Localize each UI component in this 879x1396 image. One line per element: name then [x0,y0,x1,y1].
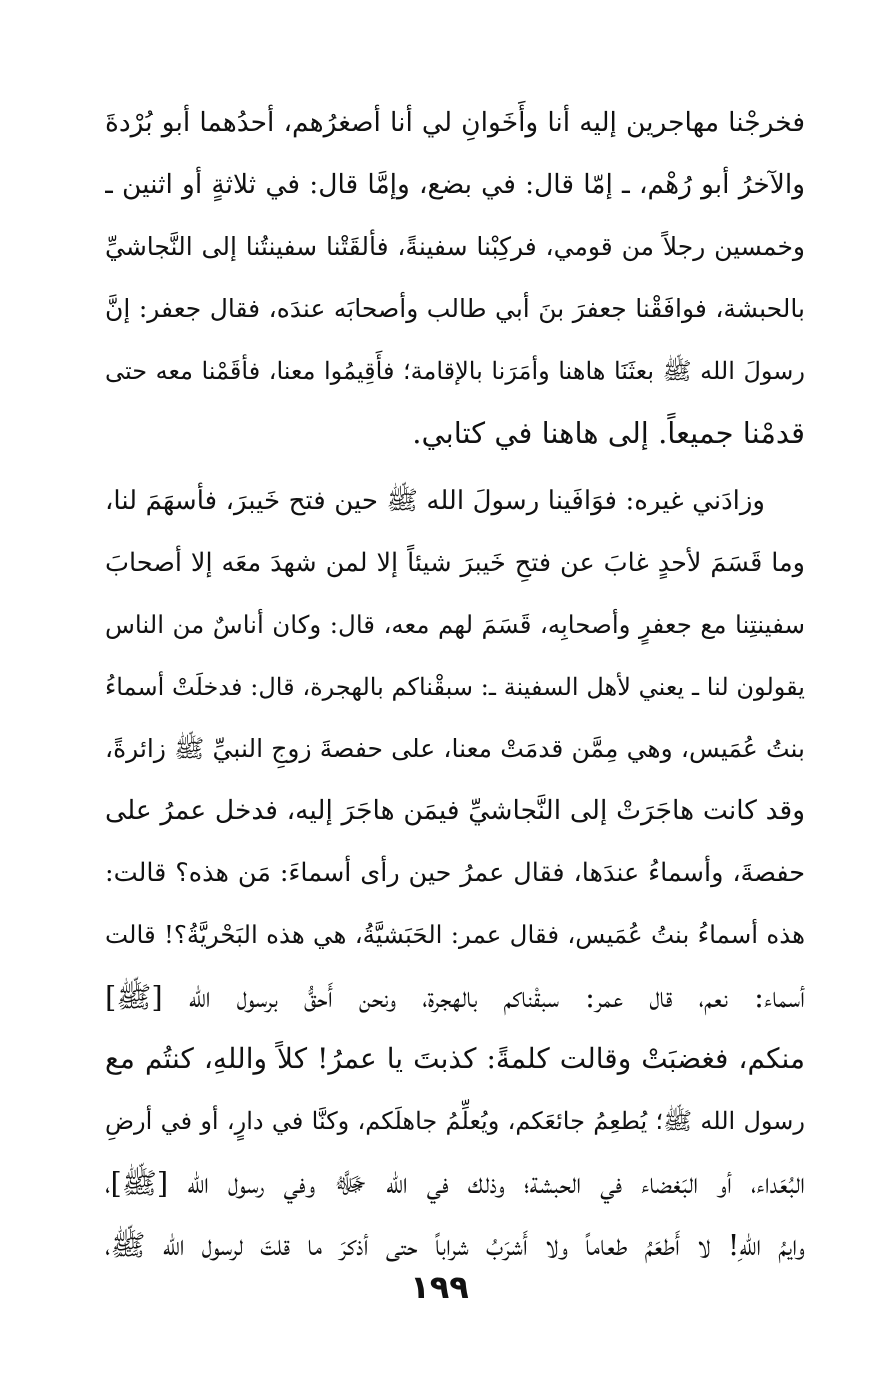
text-line: أسماء: نعم، قال عمر: سبقْناكم بالهجرة، ونحن أَحقُّ برسول الله [ﷺ] [105,980,805,1014]
text-line: فخرجْنا مهاجرين إليه أنا وأَخَوانِ لي أنا أصغرُهم، أحدُهما أبو بُرْدةَ [105,107,805,138]
page-number: ١٩٩ [410,1268,469,1306]
text-line: رسولَ الله ﷺ بعثَنَا هاهنا وأمَرَنا بالإقامة؛ فأَقِيمُوا معنا، فأقَمْنا معه حتى [105,357,805,385]
text-line: قدمْنا جميعاً. إلى هاهنا في كتابي. [412,416,805,450]
text-line: وقد كانت هاجَرَتْ إلى النَّجاشيِّ فيمَن هاجَرَ إليه، فدخل عمرُ على [105,795,805,826]
text-line: وما قَسَمَ لأحدٍ غابَ عن فتحِ خَيبرَ شيئاً إلا لمن شهدَ معَه إلا أصحابَ [105,548,805,578]
text-line: بالحبشة، فوافَقْنا جعفرَ بنَ أبي طالب وأصحابَه عندَه، فقال جعفر: إنَّ [105,294,805,323]
text-line: سفينتِنا مع جعفرٍ وأصحابِه، قَسَمَ لهم معه، قال: وكان أناسٌ من الناس [105,610,805,639]
text-line: حفصةَ، وأسماءُ عندَها، فقال عمرُ حين رأى أسماءَ: مَن هذه؟ قالت: [105,858,805,888]
paragraph-1 [105,92,805,464]
paragraph-2 [105,470,805,1276]
text-line: رسول الله ﷺ؛ يُطعِمُ جائعَكم، ويُعلِّمُ جاهلَكم، وكنَّا في دارٍ، أو في أرضِ [105,1107,805,1135]
body-text [105,92,805,1276]
text-line: والآخرُ أبو رُهْم، ـ إمّا قال: في بضع، وإمَّا قال: في ثلاثةٍ أو اثنين ـ [105,169,805,200]
text-line: وزادَني غيره: فوَافَينا رسولَ الله ﷺ حين فتح خَيبرَ، فأسهَمَ لنا، [105,486,765,516]
text-line: بنتُ عُمَيس، وهي مِمَّن قدمَتْ معنا، على حفصةَ زوجِ النبيِّ ﷺ زائرةً، [105,734,805,763]
text-line: منكم، فغضبَتْ وقالت كلمةً: كذبتَ يا عمرُ! كلاً واللهِ، كنتُم مع [105,1042,805,1075]
text-line: هذه أسماءُ بنتُ عُمَيس، فقال عمر: الحَبَشيَّةُ، هي هذه البَحْريَّةُ؟! قالت [105,920,805,949]
text-line: البُعَداء، أو البَغضاء في الحبشة؛ وذلك في الله ﷻ وفي رسول الله [ﷺ]، [105,1166,805,1200]
text-line: يقولون لنا ـ يعني لأهل السفينة ـ: سبقْناكم بالهجرة، قال: فدخلَتْ أسماءُ [105,673,805,701]
text-line: وخمسين رجلاً من قومي، فركِبْنا سفينةً، فألقَتْنا سفينتُنا إلى النَّجاشيِّ [105,232,805,261]
text-line: وايمُ اللهِ! لا أَطعَمُ طعاماً ولا أَشرَبُ شراباً حتى أذكرَ ما قلتَ لرسول الله ﷺ، [105,1228,805,1262]
